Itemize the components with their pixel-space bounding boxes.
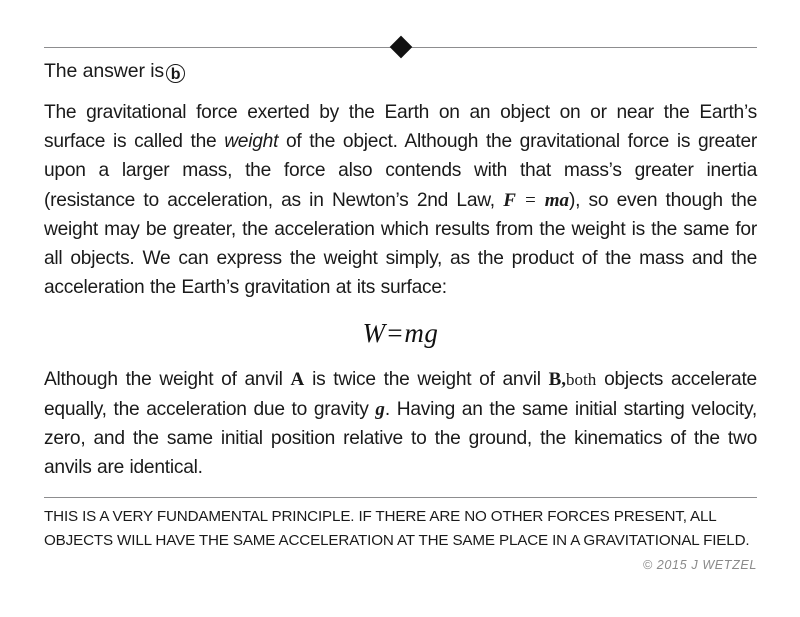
- horizontal-rule-footer: [44, 497, 757, 498]
- par2-serif-both: both: [566, 370, 597, 390]
- par1-segment-2: of the object. Although the gravitational force is greater upon a larger mass, the force also contends with that mass’s greater inertia (resistance to acceleration, as in Newton’s 2nd Law,: [44, 131, 757, 211]
- par1-segment-3: ), so even though the weight may be greater, the acceleration which results from the weight is the same for all objects. We can express the weight simply, as the product of the mass and the acceleration the Earth’s gravitation at its surface:: [44, 189, 757, 299]
- answer-line: [44, 58, 757, 84]
- document-body: [44, 58, 757, 482]
- top-divider: [44, 36, 757, 60]
- par1-math-force-symbol: F: [503, 189, 516, 211]
- par2-segment-2: is twice the weight of anvil: [304, 369, 549, 391]
- par1-segment-1: The gravitational force exerted by the Earth on an object on or near the Earth’s surface is called the: [44, 102, 757, 153]
- explanation-paragraph-1: [44, 98, 757, 302]
- answer-prefix-label: The answer is: [44, 60, 165, 82]
- answer-choice-badge: b: [166, 64, 185, 83]
- par1-math-equals: =: [515, 189, 545, 211]
- par1-italic-weight: weight: [224, 131, 279, 153]
- par2-anvil-b-label: B,: [548, 369, 566, 391]
- diamond-ornament-icon: [389, 36, 412, 59]
- footer-principle-note: THIS IS A VERY FUNDAMENTAL PRINCIPLE. IF THERE ARE NO OTHER FORCES PRESENT, ALL OBJECTS WILL HAVE THE SAME ACCELERATION AT THE SAME PLACE IN A GRAVITATIONAL FIELD.: [44, 508, 750, 549]
- par2-anvil-a-label: A: [290, 369, 305, 391]
- par2-segment-1: Although the weight of anvil: [44, 369, 291, 391]
- par2-segment-4: . Having an the same initial starting velocity, zero, and the same initial position relative to the ground, the kinematics of the two anvils are identical.: [44, 398, 757, 479]
- par2-math-gravity-symbol: g: [375, 398, 385, 420]
- copyright-notice: © 2015 J WETZEL: [642, 558, 757, 572]
- explanation-paragraph-2: [44, 365, 757, 482]
- par1-math-mass-accel: ma: [544, 189, 569, 211]
- display-equation-weight: W=mg: [362, 318, 439, 349]
- par2-segment-3: objects accelerate equally, the acceleration due to gravity: [44, 369, 757, 420]
